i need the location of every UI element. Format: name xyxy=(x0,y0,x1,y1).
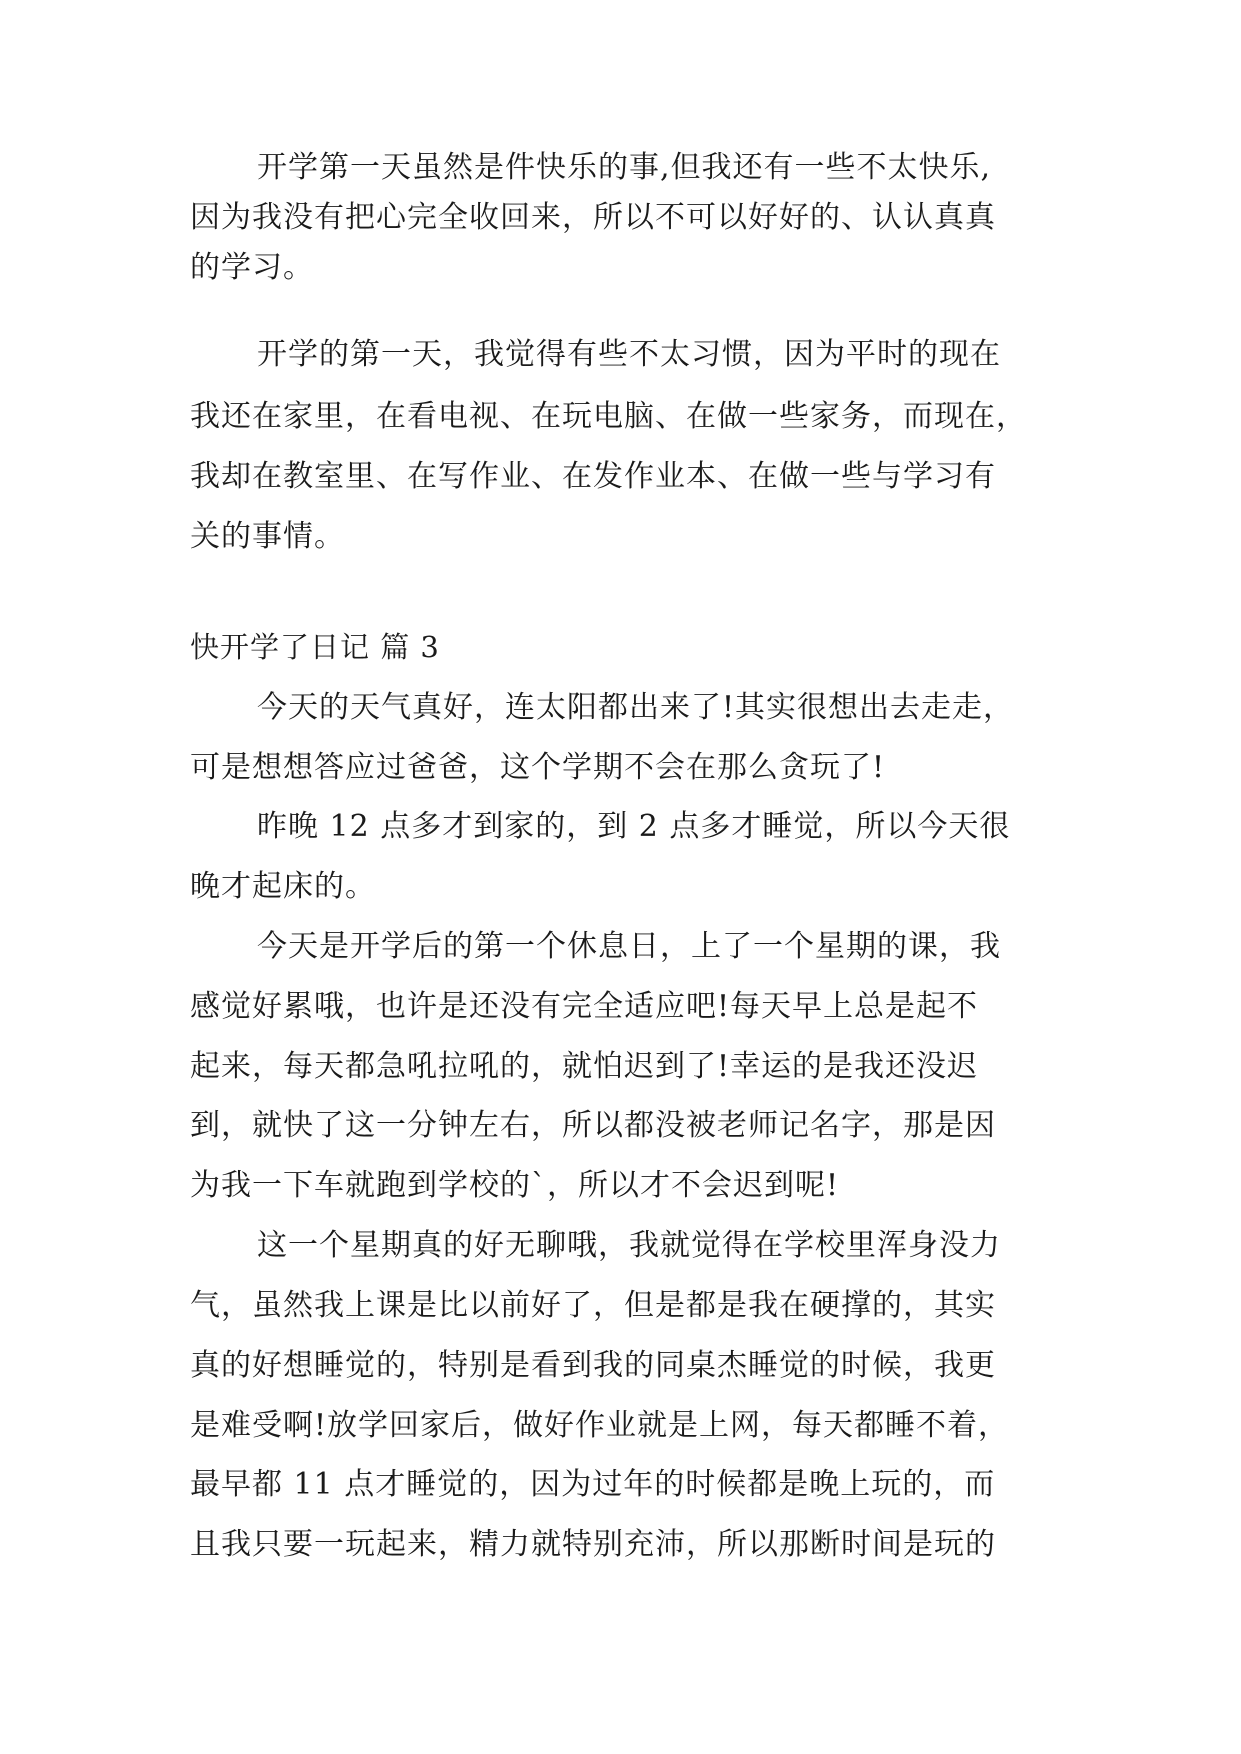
paragraph-6-line-4: 是难受啊!放学回家后，做好作业就是上网，每天都睡不着， xyxy=(190,1408,1010,1443)
paragraph-5-line-1: 今天是开学后的第一个休息日，上了一个星期的课，我 xyxy=(257,929,1001,964)
paragraph-5-line-2: 感觉好累哦，也许是还没有完全适应吧!每天早上总是起不 xyxy=(190,989,979,1024)
paragraph-2-line-3: 我却在教室里、在写作业、在发作业本、在做一些与学习有 xyxy=(190,459,996,494)
paragraph-2-line-2: 我还在家里，在看电视、在玩电脑、在做一些家务，而现在， xyxy=(190,399,1027,434)
paragraph-2-line-4: 关的事情。 xyxy=(190,519,345,554)
paragraph-5-line-4: 到，就快了这一分钟左右，所以都没被老师记名字，那是因 xyxy=(190,1108,996,1143)
paragraph-6-line-6: 且我只要一玩起来，精力就特别充沛，所以那断时间是玩的 xyxy=(190,1527,996,1562)
paragraph-6-line-5: 最早都 11 点才睡觉的，因为过年的时候都是晚上玩的，而 xyxy=(190,1467,996,1502)
paragraph-6-line-1: 这一个星期真的好无聊哦，我就觉得在学校里浑身没力 xyxy=(257,1228,1001,1263)
paragraph-1-line-2: 因为我没有把心完全收回来，所以不可以好好的、认认真真 xyxy=(190,200,996,235)
paragraph-1-line-1: 开学第一天虽然是件快乐的事,但我还有一些不太快乐, xyxy=(257,150,992,185)
paragraph-3-line-2: 可是想想答应过爸爸，这个学期不会在那么贪玩了! xyxy=(190,750,886,785)
paragraph-4-line-2: 晚才起床的。 xyxy=(190,869,376,904)
paragraph-5-line-5: 为我一下车就跑到学校的`，所以才不会迟到呢! xyxy=(190,1168,840,1203)
paragraph-6-line-3: 真的好想睡觉的，特别是看到我的同桌杰睡觉的时候，我更 xyxy=(190,1348,996,1383)
paragraph-1-line-3: 的学习。 xyxy=(190,250,314,285)
section-heading: 快开学了日记 篇 3 xyxy=(190,630,440,664)
paragraph-4-line-1: 昨晚 12 点多才到家的，到 2 点多才睡觉，所以今天很 xyxy=(257,809,1011,844)
paragraph-5-line-3: 起来，每天都急吼拉吼的，就怕迟到了!幸运的是我还没迟 xyxy=(190,1049,979,1084)
paragraph-2-line-1: 开学的第一天，我觉得有些不太习惯，因为平时的现在 xyxy=(257,337,1001,372)
paragraph-3-line-1: 今天的天气真好，连太阳都出来了!其实很想出去走走， xyxy=(257,690,1015,725)
paragraph-6-line-2: 气，虽然我上课是比以前好了，但是都是我在硬撑的，其实 xyxy=(190,1288,996,1323)
